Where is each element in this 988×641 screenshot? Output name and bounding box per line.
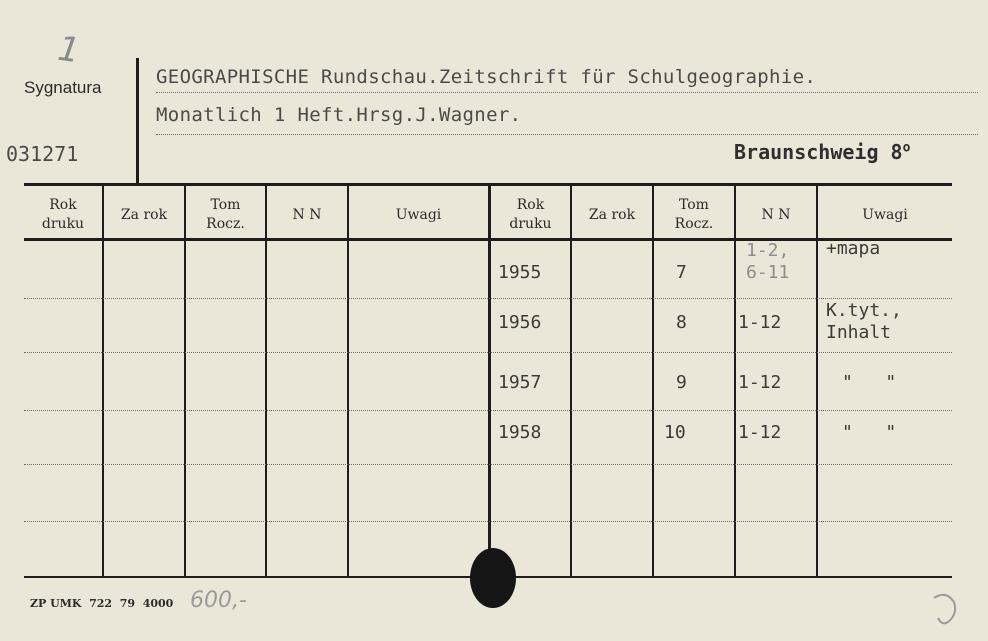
table-row-tom: 9 [676,372,687,393]
format-superscript: o [902,140,911,156]
column-header: Za rok [120,206,168,223]
table-row-uwagi: +mapa [826,238,881,259]
table-row-tom: 10 [664,422,686,443]
corner-pencil-mark [928,588,962,628]
col-divider [102,186,104,578]
row-dotline [24,352,952,353]
col-divider [816,186,818,578]
place-of-publication [734,140,910,164]
table-row-year: 1956 [498,312,542,333]
column-header: Rok druku [41,197,85,232]
handwritten-price: 600,- [190,588,247,613]
column-header: Tom Rocz. [206,197,245,232]
col-divider [652,186,654,578]
table-row-nn: 6-11 [746,262,790,283]
col-divider [734,186,736,578]
row-dotline [24,410,952,411]
handwritten-mark: 1 [55,28,83,72]
table-row-tom: 7 [676,262,687,283]
table-row-uwagi: K.tyt., [826,300,902,321]
table-row-year: 1957 [498,372,542,393]
title-line-2: Monatlich 1 Heft.Hrsg.J.Wagner. [156,104,522,126]
table-row-uwagi: " " [842,372,897,393]
signature-divider [136,58,139,184]
column-header: Za rok [588,206,636,223]
col-divider [265,186,267,578]
col-divider-center [488,186,491,578]
column-header: N N [761,206,791,223]
col-divider [570,186,572,578]
table-row-uwagi: Inhalt [826,322,892,343]
table-row-nn: 1-12 [738,422,782,443]
column-header: Tom Rocz. [674,197,714,232]
table-row-tom: 8 [676,312,687,333]
table-row-nn: 1-2, [746,240,790,261]
printer-code: ZP UMK 722 79 4000 [30,597,174,610]
title-dotline-1 [156,92,978,93]
table-row-year: 1958 [498,422,542,443]
row-dotline [24,298,952,299]
place-text: Braunschweig 8 [734,140,903,164]
column-header: N N [292,206,322,223]
punch-hole [470,548,516,608]
table-row-uwagi: " " [842,422,897,443]
signature-number: 031271 [6,142,79,166]
column-header: Rok druku [509,197,552,232]
column-header: Uwagi [395,206,442,223]
title-line-1: GEOGRAPHISCHE Rundschau.Zeitschrift für Schulgeographie. [156,66,817,88]
table-row-nn: 1-12 [738,372,782,393]
col-divider [184,186,186,578]
row-dotline [24,521,952,522]
table-row-nn: 1-12 [738,312,782,333]
title-dotline-2 [156,134,978,135]
table-row-year: 1955 [498,262,542,283]
signature-label: Sygnatura [24,78,102,97]
col-divider [347,186,349,578]
column-header: Uwagi [862,206,908,223]
row-dotline [24,464,952,465]
